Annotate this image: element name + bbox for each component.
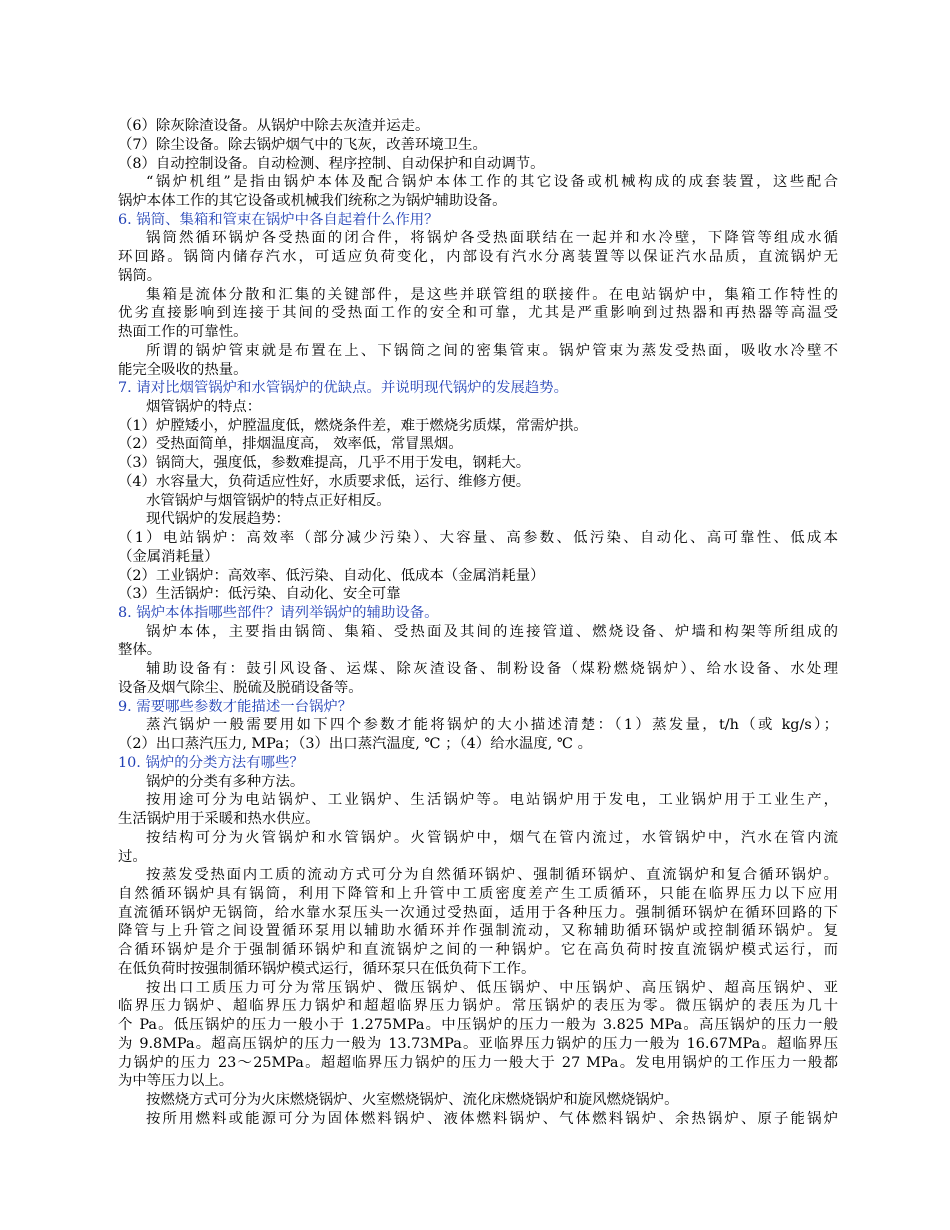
question-heading: 7. 请对比烟管锅炉和水管锅炉的优缺点。并说明现代锅炉的发展趋势。	[118, 380, 569, 397]
text-line: 能完全吸收的热量。	[118, 361, 248, 378]
text-line: （7）除尘设备。除去锅炉烟气中的飞灰，改善环境卫生。	[118, 136, 487, 153]
text-line: 过。	[118, 848, 147, 865]
text-line: 锅炉本体，主要指由锅筒、集箱、受热面及其间的连接管道、燃烧设备、炉墙和构架等所组成的	[146, 623, 838, 640]
text-line: 热面工作的可靠性。	[118, 324, 248, 340]
text-line: （1）炉膛矮小，炉膛温度低，燃烧条件差，难于燃烧劣质煤，常需炉拱。	[118, 417, 588, 434]
text-line: 直流循环锅炉无锅筒，给水靠水泵压头一次通过受热面，适用于各种压力。强制循环锅炉在循环回路的下	[118, 904, 838, 921]
text-line: 按出口工质压力可分为常压锅炉、微压锅炉、低压锅炉、中压锅炉、高压锅炉、超高压锅炉、亚	[146, 979, 838, 996]
text-line: 水管锅炉与烟管锅炉的特点正好相反。	[146, 492, 391, 509]
text-line: 蒸汽锅炉一般需要用如下四个参数才能将锅炉的大小描述清楚：（1）蒸发量，t/h（或 kg/s）；	[146, 717, 838, 734]
text-line: 按所用燃料或能源可分为固体燃料锅炉、液体燃料锅炉、气体燃料锅炉、余热锅炉、原子能锅炉	[146, 1110, 838, 1127]
text-line: 按燃烧方式可分为火床燃烧锅炉、火室燃烧锅炉、流化床燃烧锅炉和旋风燃烧锅炉。	[146, 1092, 679, 1108]
text-line: （2）工业锅炉：高效率、低污染、自动化、低成本（金属消耗量）	[118, 567, 545, 584]
text-line: 个 Pa。低压锅炉的压力一般小于 1.275MPa。中压锅炉的压力一般为 3.825 MPa。高压锅炉的压力一般	[118, 1017, 838, 1033]
text-line: 降管与上升管之间设置循环泵用以辅助水循环并作强制流动，又称辅助循环锅炉或控制循环锅炉。复	[118, 923, 838, 940]
text-line: 力锅炉的压力 23～25MPa。超超临界压力锅炉的压力一般大于 27 MPa。发电用锅炉的工作压力一般都	[118, 1054, 838, 1071]
text-line: （6）除灰除渣设备。从锅炉中除去灰渣并运走。	[118, 118, 430, 134]
text-line: （4）水容量大，负荷适应性好，水质要求低，运行、维修方便。	[118, 473, 531, 490]
question-heading: 9. 需要哪些参数才能描述一台锅炉？	[118, 698, 353, 715]
question-heading: 8. 锅炉本体指哪些部件？请列举锅炉的辅助设备。	[118, 605, 439, 621]
text-line: （1）电站锅炉：高效率（部分减少污染）、大容量、高参数、低污染、自动化、高可靠性、低成本	[118, 530, 838, 547]
text-line: （3）生活锅炉：低污染、自动化、安全可靠	[118, 586, 401, 603]
question-heading: 6. 锅筒、集箱和管束在锅炉中各自起着什么作用？	[118, 211, 439, 228]
text-line: 锅筒。	[118, 267, 162, 284]
text-line: 在低负荷时按强制循环锅炉模式运行，循环泵只在低负荷下工作。	[118, 960, 536, 977]
text-line: （8）自动控制设备。自动检测、程序控制、自动保护和自动调节。	[118, 155, 545, 172]
text-line: 辅助设备有：鼓引风设备、运煤、除灰渣设备、制粉设备（煤粉燃烧锅炉）、给水设备、水处理	[146, 661, 838, 678]
text-line: 生活锅炉用于采暖和热水供应。	[118, 811, 320, 827]
text-line: 合循环锅炉是介于强制循环锅炉和直流锅炉之间的一种锅炉。它在高负荷时按直流锅炉模式运行，而	[118, 942, 838, 959]
text-line: 烟管锅炉的特点：	[146, 398, 262, 415]
text-line: 整体。	[118, 642, 162, 659]
text-line: （3）锅筒大，强度低，参数难提高，几乎不用于发电，钢耗大。	[118, 455, 531, 472]
text-line: 按结构可分为火管锅炉和水管锅炉。火管锅炉中，烟气在管内流过，水管锅炉中，汽水在管内流	[146, 829, 838, 846]
text-line: 按蒸发受热面内工质的流动方式可分为自然循环锅炉、强制循环锅炉、直流锅炉和复合循环锅炉。	[146, 867, 838, 884]
text-line: （2）出口蒸汽压力, MPa；（3）出口蒸汽温度, ℃ ；（4）给水温度, ℃ 。	[118, 736, 592, 753]
text-line: 锅炉本体工作的其它设备或机械我们统称之为锅炉辅助设备。	[118, 192, 507, 209]
text-line: 设备及烟气除尘、脱硫及脱硝设备等。	[118, 679, 363, 696]
text-line: （金属消耗量）	[118, 548, 219, 565]
text-line: 按用途可分为电站锅炉、工业锅炉、生活锅炉等。电站锅炉用于发电，工业锅炉用于工业生产，	[146, 792, 838, 809]
text-line: 所谓的锅炉管束就是布置在上、下锅筒之间的密集管束。锅炉管束为蒸发受热面，吸收水冷壁不	[146, 342, 838, 359]
text-line: 锅筒然循环锅炉各受热面的闭合件，将锅炉各受热面联结在一起并和水冷壁，下降管等组成水循	[146, 230, 838, 247]
text-line: 自然循环锅炉具有锅筒，利用下降管和上升管中工质密度差产生工质循环，只能在临界压力以下应用	[118, 885, 838, 902]
text-line: 环回路。锅筒内储存汽水，可适应负荷变化，内部设有汽水分离装置等以保证汽水品质，直流锅炉无	[118, 249, 838, 266]
text-line: 为 9.8MPa。超高压锅炉的压力一般为 13.73MPa。亚临界压力锅炉的压力一般为 16.67MPa。超临界压	[118, 1035, 838, 1052]
text-line: 集箱是流体分散和汇集的关键部件，是这些并联管组的联接件。在电站锅炉中，集箱工作特性的	[146, 286, 838, 303]
text-line: 为中等压力以上。	[118, 1073, 234, 1090]
question-heading: 10. 锅炉的分类方法有哪些？	[118, 754, 304, 771]
text-line: 优劣直接影响到连接于其间的受热面工作的安全和可靠，尤其是严重影响到过热器和再热器等高温受	[118, 305, 838, 322]
text-line: 现代锅炉的发展趋势：	[146, 511, 290, 528]
text-line: （2）受热面简单，排烟温度高， 效率低，常冒黑烟。	[118, 436, 463, 453]
text-line: 临界压力锅炉、超临界压力锅炉和超超临界压力锅炉。常压锅炉的表压为零。微压锅炉的表压为几十	[118, 998, 838, 1015]
text-line: 锅炉的分类有多种方法。	[146, 773, 305, 790]
text-line: “锅炉机组”是指由锅炉本体及配合锅炉本体工作的其它设备或机械构成的成套装置，这些配合	[146, 174, 838, 191]
